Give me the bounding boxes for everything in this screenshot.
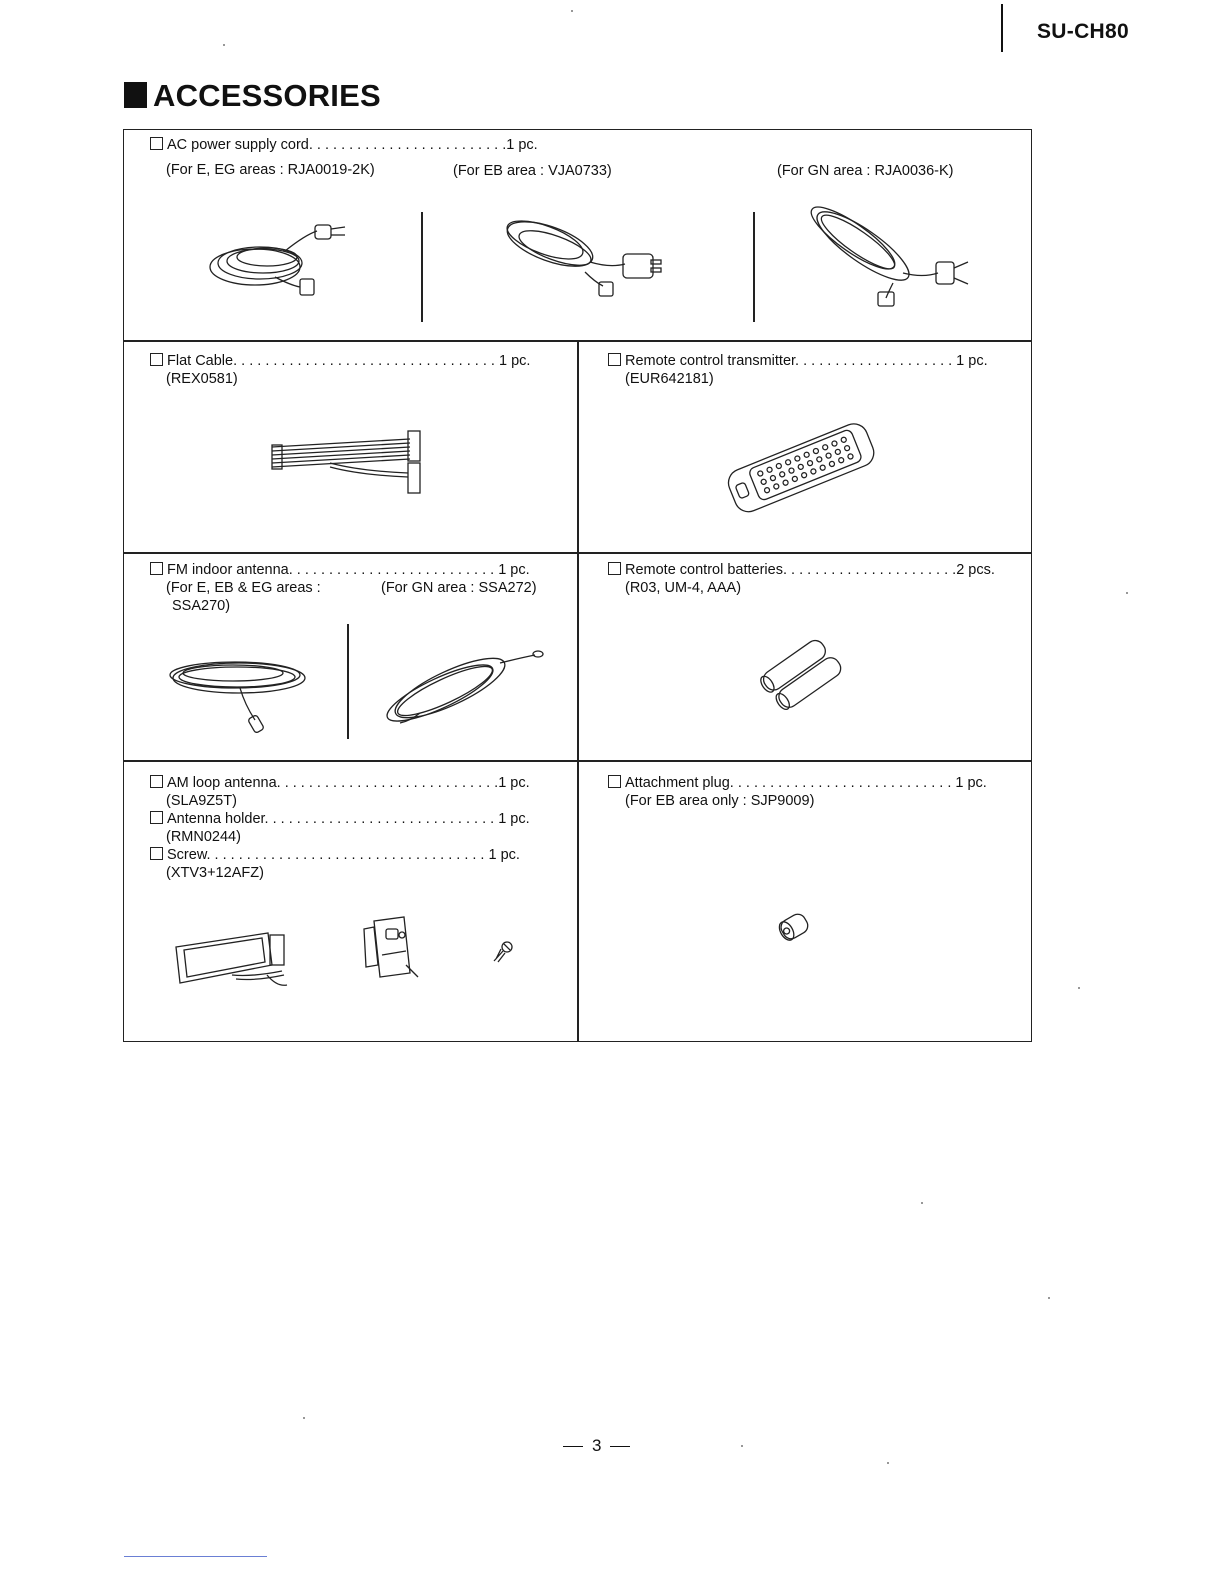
screw-label: Screw. . . . . . . . . . . . . . . . . . . . . . . . . . . . . . . . . . . 1 pc. (167, 847, 520, 863)
scan-speck (1126, 592, 1128, 594)
column-divider (577, 341, 579, 1041)
fm-antenna-variant-a: (For E, EB & EG areas : (166, 580, 321, 596)
scan-speck (921, 1202, 923, 1204)
attachment-plug-item (608, 774, 987, 792)
fm-antenna-variant-a-part: SSA270) (172, 598, 231, 614)
ac-cord-uk-plug-image (495, 210, 675, 300)
dash-left (563, 1446, 583, 1447)
flat-cable-item (150, 352, 530, 370)
am-antenna-item (150, 774, 530, 792)
bullet-square-icon (124, 82, 147, 108)
page-number-value: 3 (592, 1436, 602, 1455)
checkbox-icon (608, 775, 621, 788)
flat-cable-label: Flat Cable. . . . . . . . . . . . . . . . . . . . . . . . . . . . . . . . . 1 pc. (167, 353, 531, 369)
checkbox-icon (150, 562, 163, 575)
scan-speck (223, 44, 225, 46)
attachment-plug-image (775, 905, 820, 945)
fm-antenna-item (150, 561, 530, 579)
dash-right (610, 1446, 630, 1447)
flat-cable-part: (REX0581) (166, 371, 238, 387)
remote-control-image (720, 410, 880, 520)
am-antenna-part: (SLA9Z5T) (166, 793, 237, 809)
checkbox-icon (150, 775, 163, 788)
screw-image (490, 940, 515, 965)
am-antenna-label: AM loop antenna. . . . . . . . . . . . . . . . . . . . . . . . . . . .1 pc. (167, 775, 530, 791)
batteries-item (608, 561, 995, 579)
ac-cord-variant-gn: (For GN area : RJA0036-K) (777, 163, 954, 179)
ac-cord-variant-e-eg: (For E, EG areas : RJA0019-2K) (166, 162, 375, 178)
scan-speck (1048, 1297, 1050, 1299)
checkbox-icon (150, 847, 163, 860)
batteries-image (752, 632, 862, 712)
ac-cord-variant-eb: (For EB area : VJA0733) (453, 163, 612, 179)
scan-speck (303, 1417, 305, 1419)
ac-divider-2 (753, 212, 755, 322)
flat-cable-image (270, 425, 430, 495)
page-number (554, 1436, 639, 1456)
ac-cord-eu-plug-image (205, 215, 355, 305)
antenna-holder-label: Antenna holder. . . . . . . . . . . . . . . . . . . . . . . . . . . . . 1 pc. (167, 811, 530, 827)
remote-label: Remote control transmitter. . . . . . . . . . . . . . . . . . . . 1 pc. (625, 353, 988, 369)
section-title (124, 78, 381, 114)
am-loop-antenna-image (172, 925, 297, 995)
ac-cord-label: AC power supply cord. . . . . . . . . . . . . . . . . . . . . . . . .1 pc. (167, 137, 538, 153)
scan-speck (1078, 987, 1080, 989)
attachment-plug-part: (For EB area only : SJP9009) (625, 793, 815, 809)
fm-antenna-ssa270-image (165, 650, 310, 735)
checkbox-icon (150, 353, 163, 366)
remote-item (608, 352, 988, 370)
checkbox-icon (150, 811, 163, 824)
section-title-text: ACCESSORIES (153, 78, 381, 113)
batteries-label: Remote control batteries. . . . . . . . . . . . . . . . . . . . . .2 pcs. (625, 562, 995, 578)
screw-item (150, 846, 520, 864)
ac-divider-1 (421, 212, 423, 322)
remote-part: (EUR642181) (625, 371, 714, 387)
fm-antenna-label: FM indoor antenna. . . . . . . . . . . . . . . . . . . . . . . . . . 1 pc. (167, 562, 530, 578)
attachment-plug-label: Attachment plug. . . . . . . . . . . . . . . . . . . . . . . . . . . . 1 pc. (625, 775, 987, 791)
antenna-holder-image (358, 915, 423, 985)
antenna-holder-item (150, 810, 530, 828)
scan-speck (571, 10, 573, 12)
fm-antenna-ssa272-image (380, 633, 550, 728)
fm-divider (347, 624, 349, 739)
checkbox-icon (608, 562, 621, 575)
fm-antenna-variant-b: (For GN area : SSA272) (381, 580, 537, 596)
batteries-part: (R03, UM-4, AAA) (625, 580, 742, 596)
scan-edge-line (124, 1556, 267, 1557)
ac-cord-item (150, 136, 538, 154)
checkbox-icon (608, 353, 621, 366)
screw-part: (XTV3+12AFZ) (166, 865, 264, 881)
antenna-holder-part: (RMN0244) (166, 829, 241, 845)
scan-speck (741, 1445, 743, 1447)
model-number: SU-CH80 (1001, 4, 1129, 52)
scan-speck (887, 1462, 889, 1464)
checkbox-icon (150, 137, 163, 150)
ac-cord-gn-plug-image (798, 198, 973, 308)
